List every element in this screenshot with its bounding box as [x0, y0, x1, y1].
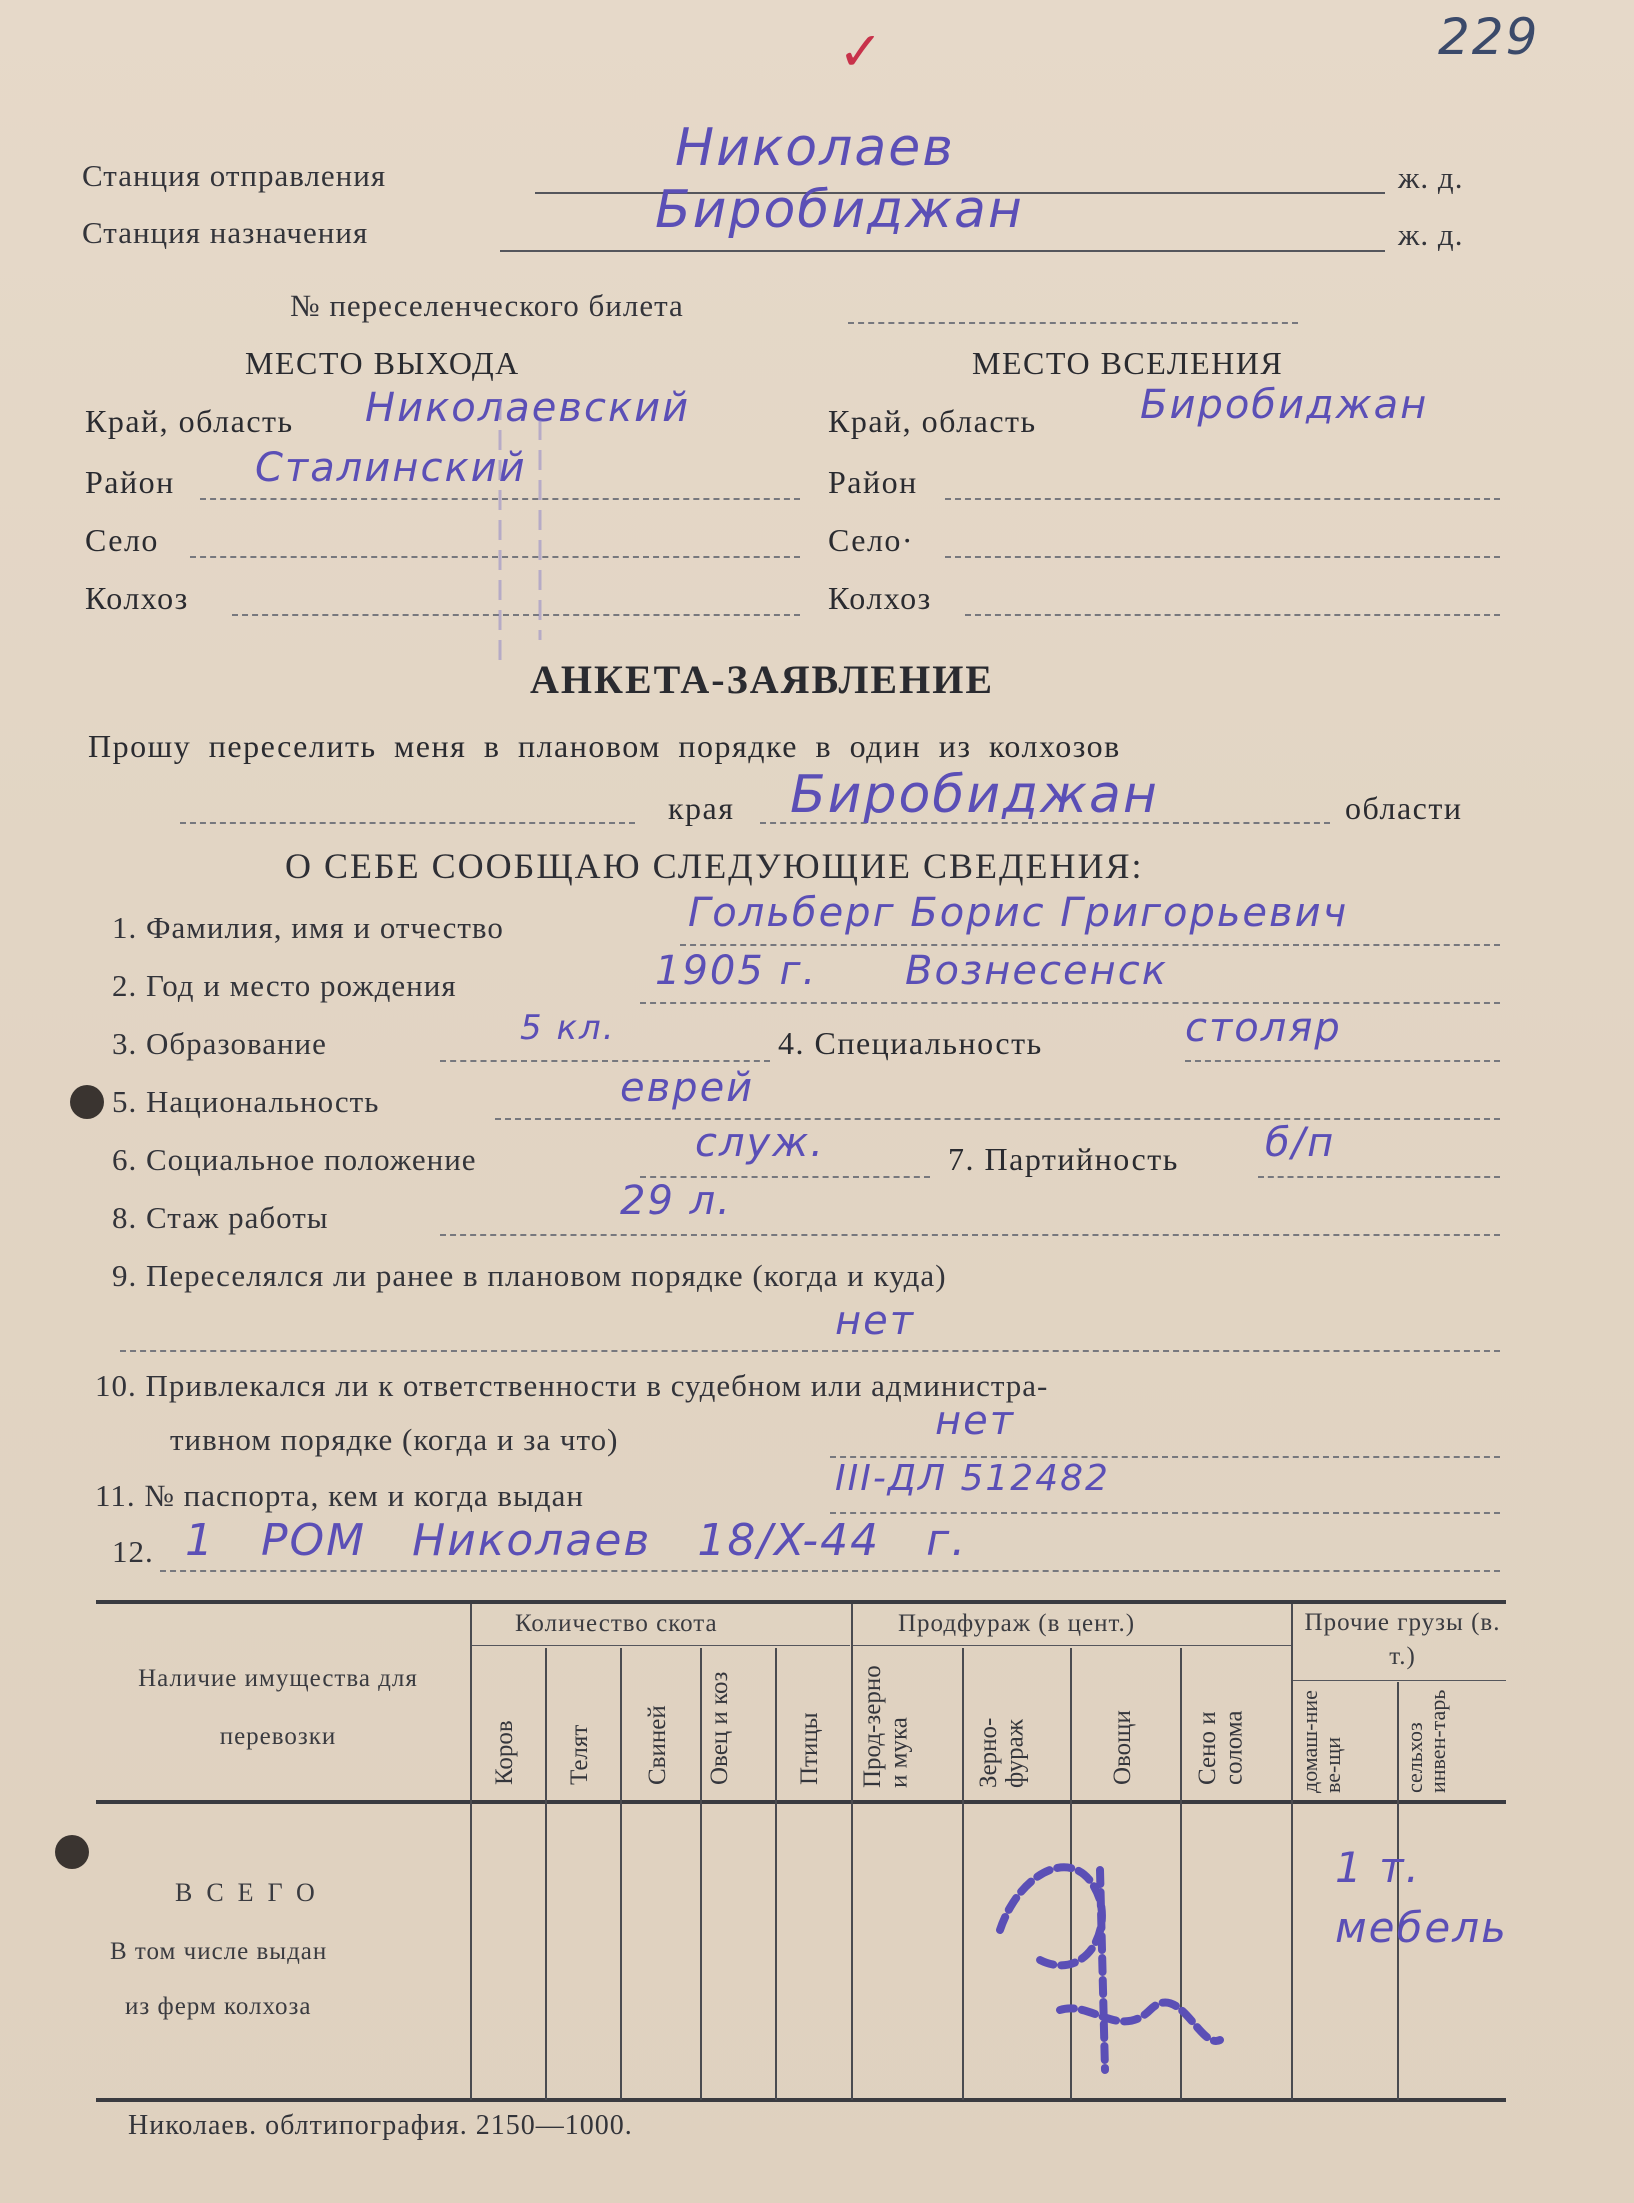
page-number: 229 [1438, 8, 1540, 66]
table-header-border [96, 1800, 1506, 1804]
col-divider [700, 1648, 702, 2100]
destination-district-label: Район [828, 464, 918, 500]
field-11-value: III-ДЛ 512482 [835, 1458, 1110, 1499]
origin-district-label: Район [85, 464, 175, 500]
field-11-line [830, 1512, 1500, 1514]
request-line-blank [180, 822, 635, 824]
field-7-label: 7. Партийность [948, 1141, 1179, 1177]
departure-value: Николаев [675, 118, 955, 178]
livestock-group-line [472, 1645, 850, 1646]
destination-label: Станция назначения [82, 215, 369, 250]
ticket-line [848, 322, 1298, 324]
destination-kolkhoz-label: Колхоз [828, 580, 932, 616]
check-mark-icon: ✓ [838, 20, 884, 83]
field-10-label-1: 10. Привлекался ли к ответственности в судебном или администра- [95, 1368, 1049, 1403]
field-1-value: Гольберг Борис Григорьевич [688, 890, 1349, 936]
destination-district-line [945, 498, 1500, 500]
cargo-note: 1 т. мебель [1335, 1843, 1508, 1952]
livestock-group-label: Количество скота [515, 1610, 718, 1637]
col-header-pigs: Свиней [644, 1705, 671, 1785]
field-9-value: нет [835, 1298, 916, 1344]
destination-region-value: Биробиджан [1140, 382, 1429, 428]
cargo-group-line [1293, 1680, 1506, 1681]
field-10-label-2: тивном порядке (когда и за что) [170, 1422, 619, 1457]
col-header-vegetables: Овощи [1109, 1710, 1136, 1785]
field-6-value: служ. [695, 1120, 825, 1166]
col-header-sheep: Овец и коз [706, 1671, 733, 1785]
field-4-label: 4. Специальность [778, 1025, 1043, 1061]
field-1-line [680, 944, 1500, 946]
field-3-label: 3. Образование [112, 1026, 327, 1061]
col-header-poultry: Птицы [796, 1712, 823, 1785]
field-10-value: нет [935, 1398, 1016, 1444]
destination-value: Биробиджан [655, 180, 1024, 240]
row-header-label: Наличие имущества для перевозки [138, 1665, 418, 1750]
field-5-line [495, 1118, 1500, 1120]
departure-suffix: ж. д. [1398, 160, 1464, 195]
origin-district-value: Сталинский [255, 445, 527, 491]
field-2-year: 1905 г. [655, 948, 818, 994]
origin-region-value: Николаевский [365, 385, 691, 431]
field-9-line [120, 1350, 1500, 1352]
faint-vertical-notes [470, 380, 590, 680]
destination-line [500, 250, 1385, 252]
hole-punch [70, 1085, 104, 1119]
col-header-cows: Коров [491, 1720, 518, 1785]
field-5-label: 5. Национальность [112, 1084, 380, 1119]
destination-suffix: ж. д. [1398, 217, 1464, 252]
departure-label: Станция отправления [82, 158, 387, 193]
table-bottom-border [96, 2098, 1506, 2102]
origin-village-label: Село [85, 522, 159, 558]
field-3-value: 5 кл. [520, 1008, 616, 1048]
field-8-line [440, 1234, 1500, 1236]
field-2-place: Вознесенск [905, 948, 1168, 994]
col-divider [620, 1648, 622, 2100]
origin-kolkhoz-label: Колхоз [85, 580, 189, 616]
issued-label-2: из ферм колхоза [125, 1993, 312, 2020]
issued-label-1: В том числе выдан [110, 1938, 328, 1965]
col-divider [775, 1648, 777, 2100]
table-top-border [96, 1600, 1506, 1604]
field-5-value: еврей [620, 1065, 755, 1111]
ticket-label: № переселенческого билета [290, 288, 684, 323]
destination-kolkhoz-line [965, 614, 1500, 616]
field-7-value: б/п [1265, 1120, 1336, 1166]
field-4-value: столяр [1185, 1005, 1342, 1051]
col-divider [470, 1604, 472, 2100]
col-header-calves: Телят [566, 1724, 593, 1785]
field-9-label: 9. Переселялся ли ранее в плановом порядке (когда и куда) [112, 1258, 947, 1293]
printer-footer: Николаев. облтипография. 2150—1000. [128, 2110, 633, 2141]
col-header-fodder: Зерно-фураж [975, 1717, 1029, 1788]
field-12-line [160, 1570, 1500, 1572]
field-3-line [440, 1060, 770, 1062]
form-title: АНКЕТА-ЗАЯВЛЕНИЕ [530, 657, 995, 702]
destination-village-line [945, 556, 1500, 558]
cargo-group-label: Прочие грузы (в. т.) [1304, 1609, 1501, 1670]
field-8-value: 29 л. [620, 1178, 732, 1224]
field-12-value: 1 РОМ Николаев 18/X-44 г. [185, 1515, 968, 1566]
field-8-label: 8. Стаж работы [112, 1200, 329, 1235]
request-line: Прошу переселить меня в плановом порядке в один из колхозов [88, 728, 1121, 764]
destination-region-label: Край, область [828, 403, 1037, 439]
field-11-label: 11. № паспорта, кем и когда выдан [95, 1478, 584, 1513]
field-7-line [1258, 1176, 1500, 1178]
origin-heading: МЕСТО ВЫХОДА [245, 345, 520, 381]
kraya-value: Биробиджан [790, 765, 1159, 825]
col-divider [1291, 1604, 1293, 2100]
kraya-label: края [668, 790, 735, 826]
col-divider [545, 1648, 547, 2100]
field-2-line [640, 1002, 1500, 1004]
col-divider [851, 1604, 853, 2100]
col-header-household: домаш-ние ве-щи [1297, 1690, 1346, 1793]
col-header-tools: сельхоз инвен-тарь [1402, 1689, 1451, 1793]
oblasti-label: области [1345, 790, 1463, 826]
info-heading: О СЕБЕ СООБЩАЮ СЛЕДУЮЩИЕ СВЕДЕНИЯ: [285, 846, 1144, 886]
origin-region-label: Край, область [85, 403, 294, 439]
scribble-mark [960, 1810, 1260, 2090]
field-1-label: 1. Фамилия, имя и отчество [112, 910, 504, 945]
field-2-label: 2. Год и место рождения [112, 968, 457, 1003]
col-header-hay: Сено и солома [1194, 1710, 1248, 1785]
col-header-grain: Прод-зерно и мука [859, 1665, 913, 1788]
hole-punch [55, 1835, 89, 1869]
fodder-group-label: Продфураж (в цент.) [898, 1610, 1136, 1637]
field-6-label: 6. Социальное положение [112, 1142, 477, 1177]
destination-village-label: Село· [828, 522, 915, 558]
field-4-line [1185, 1060, 1500, 1062]
field-12-label: 12. [112, 1534, 154, 1569]
total-label: ВСЕГО [175, 1878, 329, 1907]
fodder-group-line [853, 1645, 1291, 1646]
destination-heading: МЕСТО ВСЕЛЕНИЯ [972, 345, 1284, 381]
